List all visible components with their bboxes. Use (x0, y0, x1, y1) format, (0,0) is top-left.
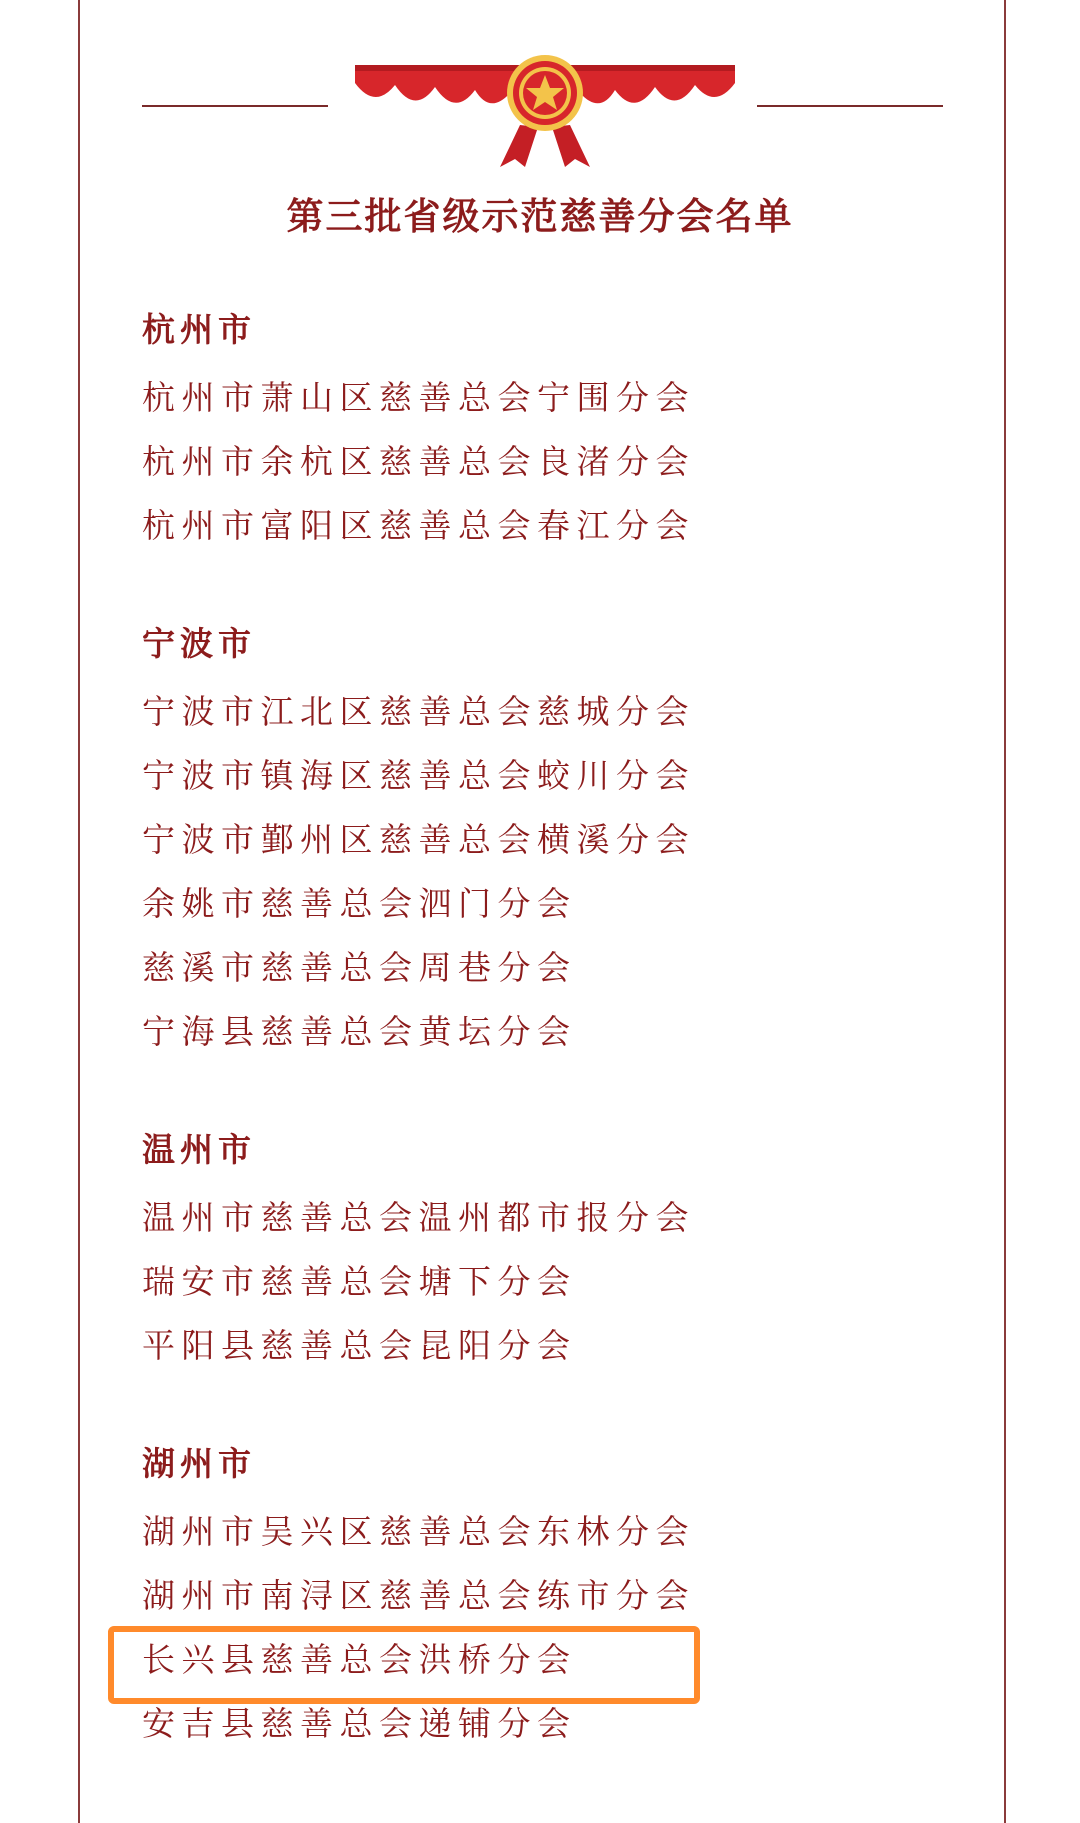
list-item: 湖州市南浔区慈善总会练市分会 (142, 1576, 695, 1615)
star-emblem-drape-icon (350, 55, 740, 170)
city-heading: 湖州市 (142, 1444, 256, 1483)
city-heading: 宁波市 (142, 624, 256, 663)
list-item: 温州市慈善总会温州都市报分会 (142, 1198, 695, 1237)
list-item: 宁波市江北区慈善总会慈城分会 (142, 692, 695, 731)
list-item: 宁波市镇海区慈善总会蛟川分会 (142, 756, 695, 795)
list-item: 湖州市吴兴区慈善总会东林分会 (142, 1512, 695, 1551)
city-section-hangzhou (142, 308, 962, 558)
list-item: 杭州市余杭区慈善总会良渚分会 (142, 442, 695, 481)
city-heading: 杭州市 (142, 310, 256, 349)
list-item: 余姚市慈善总会泗门分会 (142, 884, 577, 923)
city-section-ningbo (142, 622, 962, 1064)
header-rule-right (757, 105, 943, 107)
city-heading: 温州市 (142, 1130, 256, 1169)
highlight-box (108, 1626, 700, 1704)
header-rule-left (142, 105, 328, 107)
list-item: 宁波市鄞州区慈善总会横溪分会 (142, 820, 695, 859)
list-item: 安吉县慈善总会递铺分会 (142, 1704, 577, 1743)
list-item: 慈溪市慈善总会周巷分会 (142, 948, 577, 987)
list-item: 杭州市富阳区慈善总会春江分会 (142, 506, 695, 545)
document-title: 第三批省级示范慈善分会名单 (286, 195, 794, 238)
list-item-text: 长兴县慈善总会洪桥分会 (142, 1640, 577, 1679)
list-item: 平阳县慈善总会昆阳分会 (142, 1326, 577, 1365)
highlighted-list-item (142, 1628, 962, 1692)
list-item: 瑞安市慈善总会塘下分会 (142, 1262, 577, 1301)
right-border-line (1004, 0, 1006, 1823)
charity-branch-list (142, 308, 962, 1820)
city-section-wenzhou (142, 1128, 962, 1378)
list-item: 杭州市萧山区慈善总会宁围分会 (142, 378, 695, 417)
left-border-line (78, 0, 80, 1823)
list-item: 宁海县慈善总会黄坛分会 (142, 1012, 577, 1051)
city-section-huzhou (142, 1442, 962, 1756)
